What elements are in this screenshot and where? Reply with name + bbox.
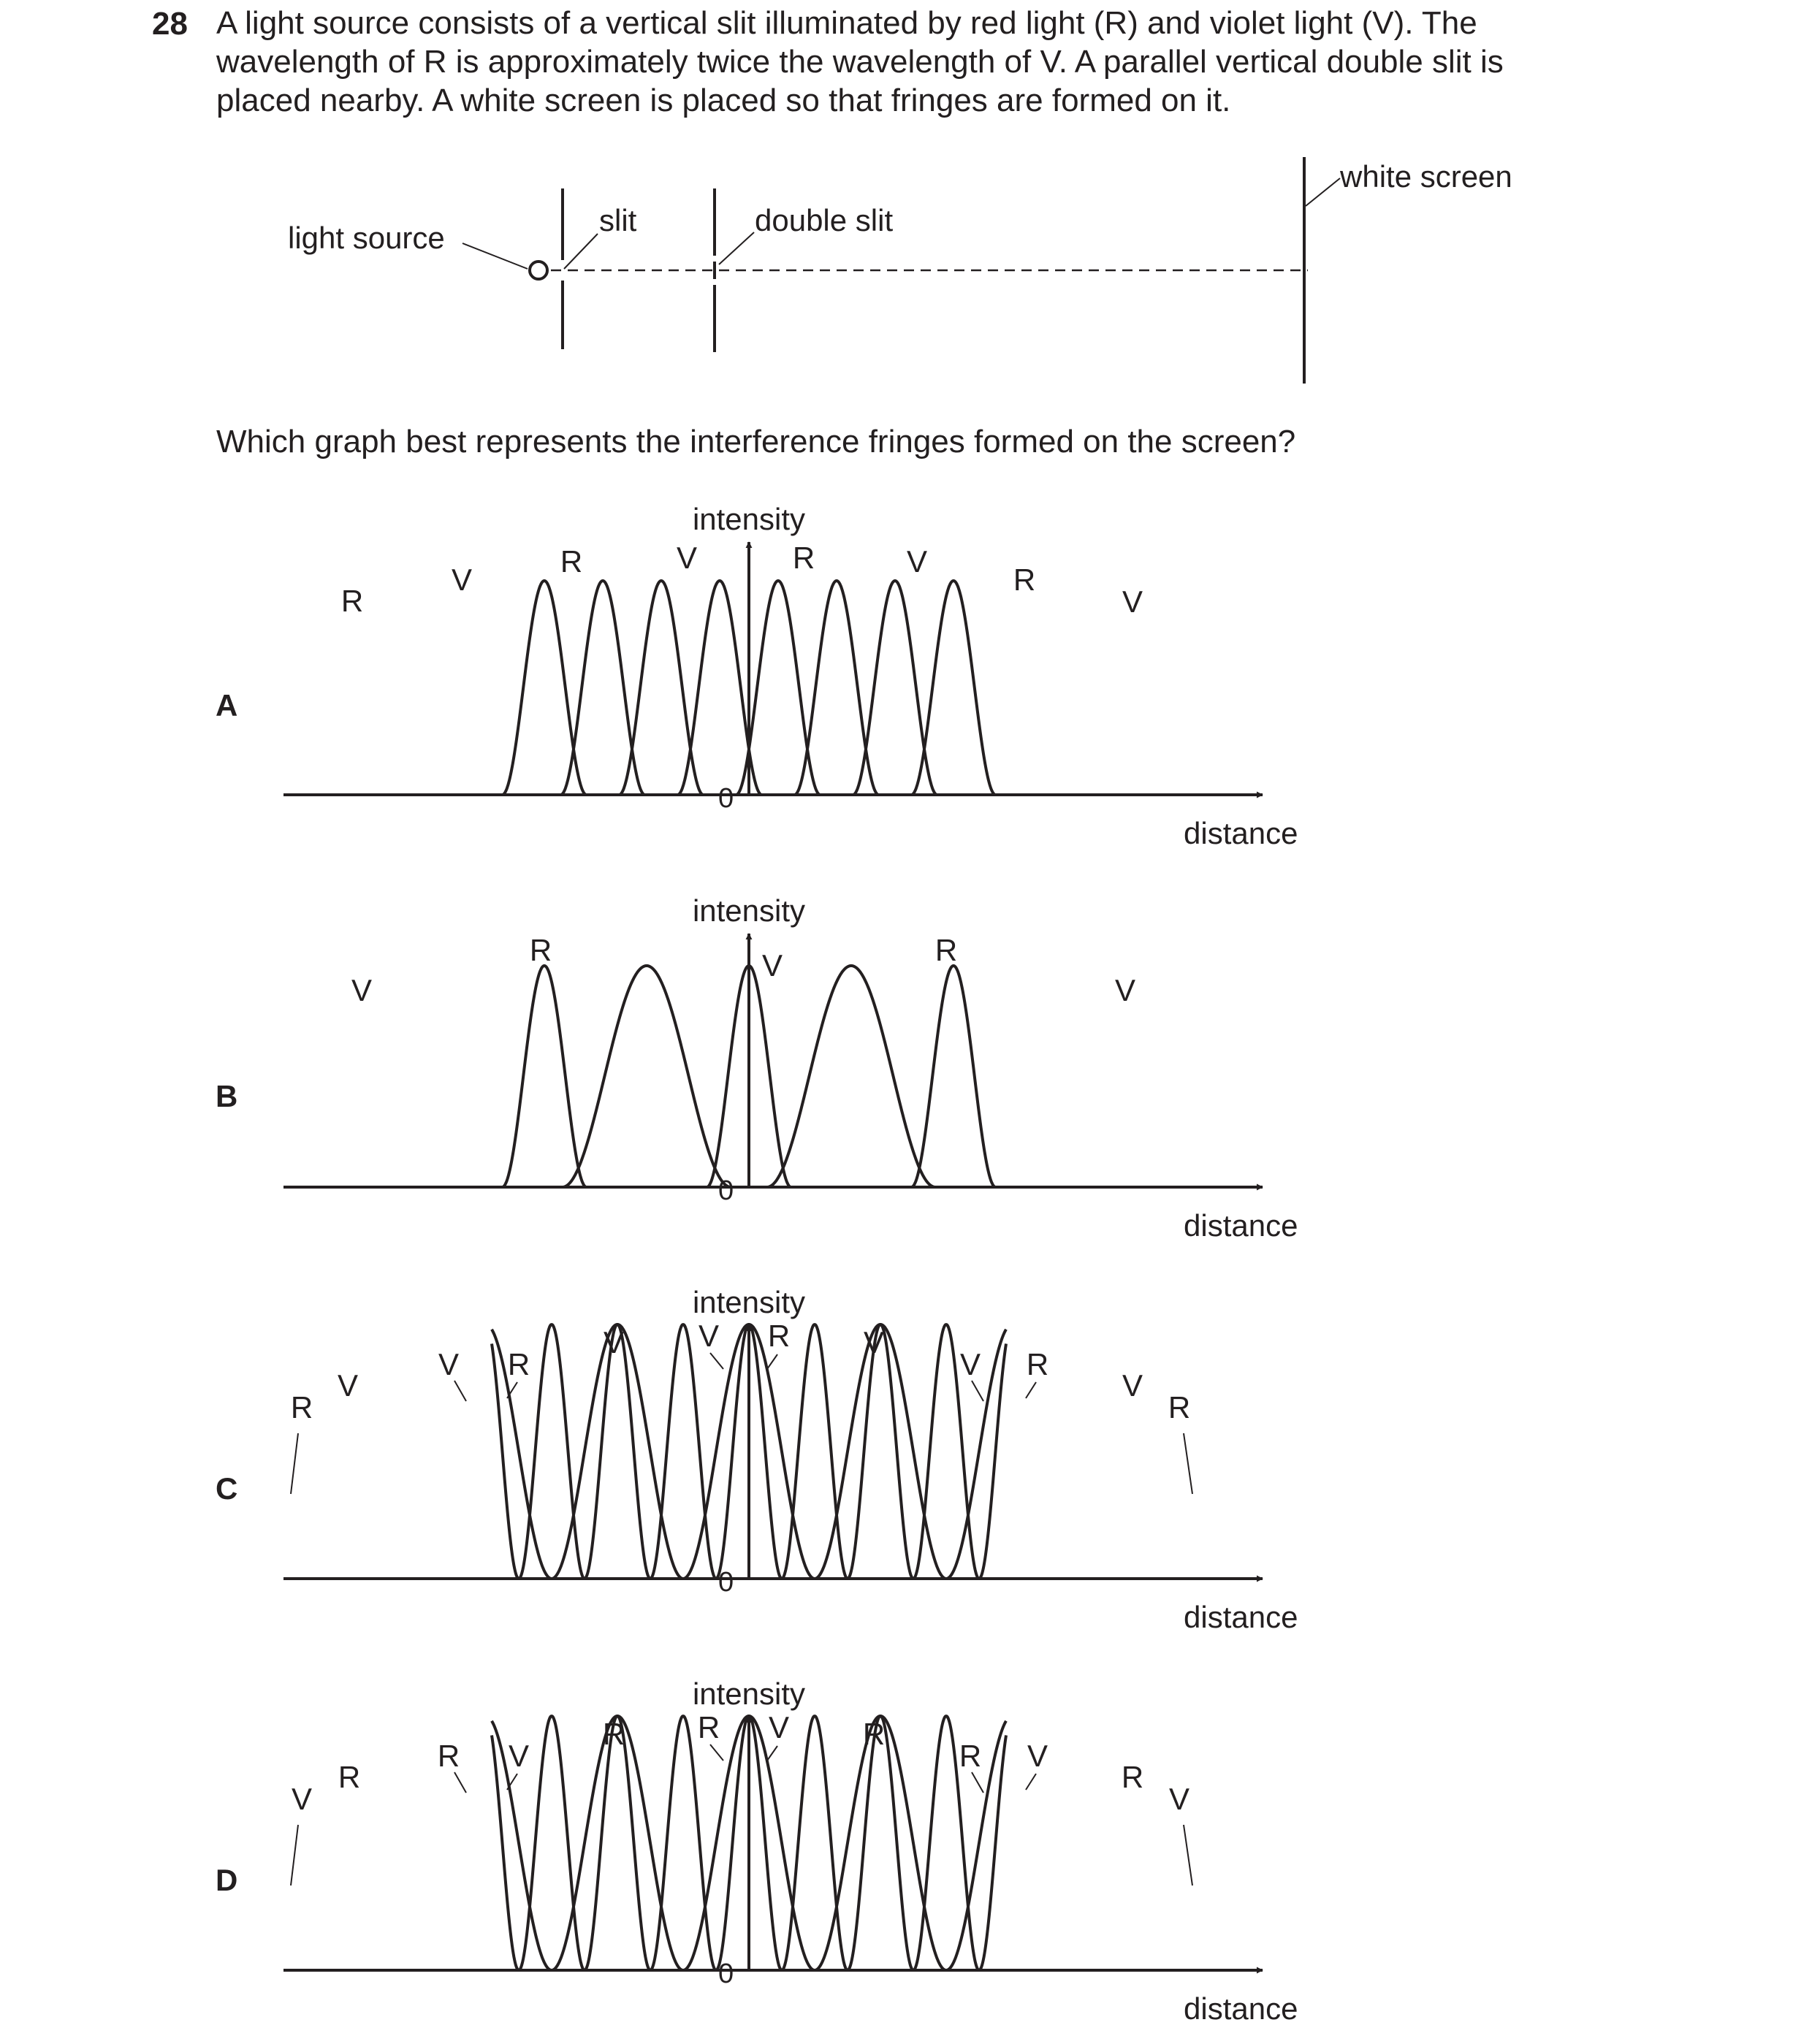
- label-leader-line: [291, 1825, 298, 1885]
- peak-label: R: [862, 1717, 886, 1751]
- question-line-2: wavelength of R is approximately twice the wavelength of V. A parallel vertical double slit is: [216, 44, 1504, 80]
- question-number: 28: [152, 6, 188, 42]
- peak-label: V: [438, 1347, 460, 1381]
- peak-label: V: [337, 1368, 359, 1403]
- origin-label: 0: [718, 1959, 734, 1989]
- peak-label: V: [1114, 973, 1136, 1007]
- peak-label: R: [529, 933, 552, 967]
- x-axis-label: distance: [1184, 816, 1298, 850]
- peak-label: V: [906, 544, 928, 579]
- light-source-leader: [462, 243, 528, 269]
- peak-label: V: [959, 1347, 981, 1381]
- label-leader-line: [710, 1353, 723, 1369]
- label-leader-line: [972, 1772, 983, 1793]
- peak-label: R: [437, 1739, 460, 1773]
- label-leader-line: [972, 1381, 983, 1401]
- label-leader-line: [767, 1746, 777, 1761]
- peak-label: V: [351, 973, 373, 1007]
- peak-label: R: [1121, 1760, 1144, 1794]
- option-graph-d: [216, 1677, 1298, 2026]
- peak-label: R: [697, 1710, 720, 1744]
- fringe-curve-v: [560, 581, 994, 795]
- y-axis-label: intensity: [692, 502, 806, 536]
- peak-label: R: [792, 541, 815, 575]
- slit-leader: [564, 234, 598, 269]
- question-line-1: A light source consists of a vertical slit illuminated by red light (R) and violet light (V). The: [216, 5, 1477, 41]
- peak-label: V: [676, 541, 698, 575]
- peak-label: R: [767, 1319, 791, 1353]
- option-letter: D: [216, 1863, 238, 1897]
- peak-label: V: [1122, 584, 1143, 619]
- y-axis-label: intensity: [692, 893, 806, 928]
- label-leader-line: [1026, 1774, 1036, 1790]
- peak-label: V: [1168, 1782, 1190, 1816]
- double-slit-leader: [719, 232, 754, 264]
- peak-label: R: [1026, 1347, 1049, 1381]
- peak-labels: [351, 933, 1135, 1007]
- peak-label: R: [560, 544, 583, 579]
- apparatus-diagram: [462, 157, 1340, 384]
- origin-label: 0: [718, 783, 734, 814]
- peak-label: R: [1168, 1390, 1191, 1425]
- peak-label: V: [863, 1325, 885, 1360]
- peak-label: R: [1013, 563, 1036, 597]
- question-line-3: placed nearby. A white screen is placed so that fringes are formed on it.: [216, 83, 1231, 118]
- option-graph-b: [216, 893, 1298, 1243]
- peak-label: R: [507, 1347, 530, 1381]
- peak-label: R: [934, 933, 958, 967]
- label-leader-line: [291, 1433, 298, 1494]
- peak-label: R: [340, 584, 364, 618]
- label-leader-line: [1184, 1433, 1192, 1494]
- peak-labels: [341, 541, 1143, 619]
- light-source-label: light source: [288, 221, 445, 255]
- y-axis-label: intensity: [692, 1285, 806, 1319]
- option-letter: C: [216, 1471, 238, 1506]
- y-axis-label: intensity: [692, 1677, 806, 1711]
- peak-label: R: [602, 1717, 625, 1751]
- option-graph-a: [216, 502, 1298, 850]
- x-axis-label: distance: [1184, 1208, 1298, 1243]
- peak-label: V: [451, 563, 473, 597]
- peak-label: V: [508, 1739, 530, 1773]
- option-letter: A: [216, 688, 238, 722]
- slit-label: slit: [599, 203, 637, 237]
- double-slit-label: double slit: [755, 203, 894, 237]
- origin-label: 0: [718, 1175, 734, 1206]
- peak-label: V: [768, 1710, 790, 1744]
- white-screen-leader: [1306, 178, 1340, 206]
- option-letter: B: [216, 1079, 238, 1113]
- peak-label: V: [761, 948, 783, 983]
- label-leader-line: [767, 1354, 777, 1369]
- peak-label: V: [698, 1319, 720, 1353]
- label-leader-line: [1184, 1825, 1192, 1885]
- label-leader-line: [1026, 1382, 1036, 1398]
- peak-label: R: [290, 1390, 313, 1425]
- peak-label: R: [338, 1760, 361, 1794]
- peak-label: R: [959, 1739, 982, 1773]
- label-leader-line: [710, 1744, 723, 1761]
- label-leader-line: [454, 1772, 466, 1793]
- origin-label: 0: [718, 1567, 734, 1598]
- option-graph-c: [216, 1285, 1298, 1634]
- white-screen-label: white screen: [1340, 159, 1512, 194]
- peak-label: V: [603, 1325, 625, 1360]
- label-leader-line: [454, 1381, 466, 1401]
- x-axis-label: distance: [1184, 1991, 1298, 2026]
- fringe-curve-r: [503, 581, 937, 795]
- question-prompt: Which graph best represents the interference fringes formed on the screen?: [216, 424, 1296, 459]
- x-axis-label: distance: [1184, 1600, 1298, 1634]
- peak-label: V: [291, 1782, 313, 1816]
- light-source-symbol: [530, 262, 547, 279]
- peak-label: V: [1122, 1368, 1143, 1403]
- peak-label: V: [1027, 1739, 1048, 1773]
